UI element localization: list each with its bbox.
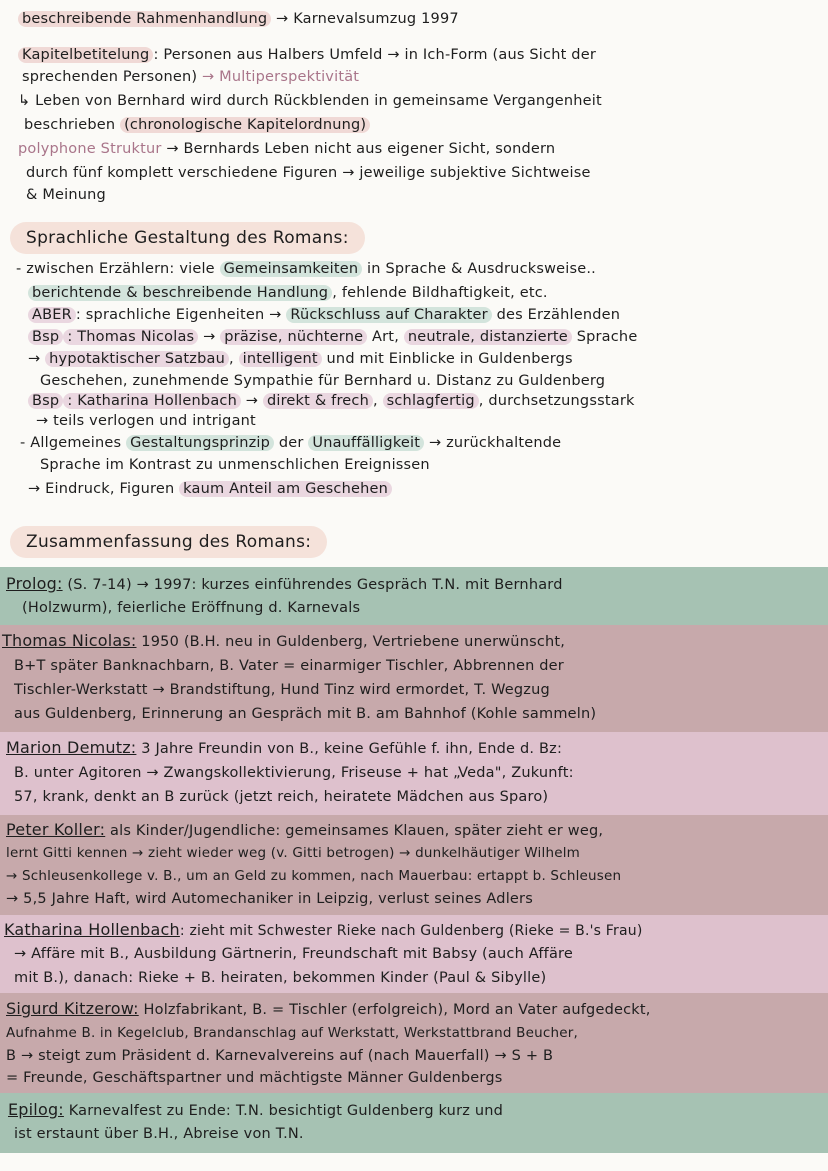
note-text: & Meinung	[26, 187, 106, 203]
box-text: lernt Gitti kennen → zieht wieder weg (v. Gitti betrogen) → dunkelhäutiger Wilhelm	[6, 845, 581, 861]
box-text: Tischler-Werkstatt → Brandstiftung, Hund Tinz wird ermordet, T. Wegzug	[14, 682, 550, 698]
highlight-term: (chronologische Kapitelordnung)	[120, 117, 370, 133]
highlight-term: Kapitelbetitelung	[18, 47, 153, 63]
box-line	[14, 762, 574, 784]
box-line	[6, 888, 533, 910]
box-text: → Affäre mit B., Ausbildung Gärtnerin, Freundschaft mit Babsy (auch Affäre	[14, 946, 574, 962]
box-line	[14, 786, 548, 808]
highlight-term: Gestaltungsprinzip	[126, 435, 274, 451]
box-line	[14, 967, 546, 989]
box-text: 1950 (B.H. neu in Guldenberg, Vertriebene unerwünscht,	[136, 634, 566, 650]
box-line	[6, 573, 563, 596]
note-line	[28, 282, 548, 304]
highlight-term: Bsp	[28, 393, 63, 409]
box-line	[14, 1123, 304, 1145]
box-text: B. unter Agitoren → Zwangskollektivierung, Friseuse + hat „Veda", Zukunft:	[14, 765, 574, 781]
highlight-term: Unauffälligkeit	[308, 435, 424, 451]
note-text: ↳ Leben von Bernhard wird durch Rückblenden in gemeinsame Vergangenheit	[18, 93, 602, 109]
box-line	[6, 819, 603, 842]
highlight-term: : Katharina Hollenbach	[63, 393, 241, 409]
box-name: Sigurd Kitzerow:	[6, 999, 139, 1018]
highlight-term: ABER	[28, 307, 76, 323]
note-text: des Erzählenden	[491, 307, 621, 323]
box-text: ist erstaunt über B.H., Abreise von T.N.	[14, 1126, 304, 1142]
note-line	[28, 326, 637, 348]
box-name: Marion Demutz:	[6, 738, 137, 757]
box-text: B → steigt zum Präsident d. Karnevalvereins auf (nach Mauerfall) → S + B	[6, 1048, 554, 1064]
box-line	[8, 1099, 503, 1122]
highlight-term: präzise, nüchterne	[220, 329, 367, 345]
box-text: : zieht mit Schwester Rieke nach Guldenberg (Rieke = B.'s Frau)	[179, 923, 643, 939]
note-line	[24, 114, 370, 136]
highlight-term: beschreibende Rahmenhandlung	[18, 11, 271, 27]
highlight-term: Rückschluss auf Charakter	[286, 307, 491, 323]
note-text: : Personen aus Halbers Umfeld → in Ich-Form (aus Sicht der	[153, 47, 596, 63]
note-line	[26, 184, 106, 206]
note-text: und mit Einblicke in Guldenbergs	[321, 351, 573, 367]
highlight-term: berichtende & beschreibende Handlung	[28, 285, 332, 301]
box-line	[14, 943, 573, 965]
section-heading-sprache: Sprachliche Gestaltung des Romans:	[10, 222, 365, 254]
box-line	[14, 679, 550, 701]
note-line	[28, 304, 620, 326]
box-name: Katharina Hollenbach	[4, 920, 180, 939]
section-heading-zusammenfassung: Zusammenfassung des Romans:	[10, 526, 327, 558]
box-prolog	[0, 567, 828, 625]
note-line	[28, 348, 573, 370]
note-line	[40, 454, 430, 476]
box-text: aus Guldenberg, Erinnerung an Gespräch mit B. am Bahnhof (Kohle sammeln)	[14, 706, 597, 722]
highlight-term: direkt & frech	[263, 393, 373, 409]
mauve-term: polyphone Struktur	[18, 141, 162, 157]
box-name: Peter Koller:	[6, 820, 106, 839]
highlight-term: Bsp	[28, 329, 63, 345]
note-text: : sprachliche Eigenheiten →	[75, 307, 287, 323]
note-text: Geschehen, zunehmende Sympathie für Bernhard u. Distanz zu Guldenberg	[40, 373, 606, 389]
note-line	[20, 432, 561, 454]
box-line	[14, 655, 564, 677]
highlight-term: kaum Anteil am Geschehen	[179, 481, 392, 497]
box-text: als Kinder/Jugendliche: gemeinsames Klauen, später zieht er weg,	[105, 823, 604, 839]
note-line	[28, 390, 635, 412]
box-text: Karnevalfest zu Ende: T.N. besichtigt Guldenberg kurz und	[63, 1103, 504, 1119]
note-text: →	[240, 393, 263, 409]
box-line	[6, 865, 621, 887]
box-text: Aufnahme B. in Kegelclub, Brandanschlag auf Werkstatt, Werkstattbrand Beucher,	[6, 1025, 578, 1041]
note-text: in Sprache & Ausdrucksweise..	[362, 261, 596, 277]
box-name: Prolog:	[6, 574, 63, 593]
note-text: beschrieben	[24, 117, 121, 133]
box-line	[6, 1022, 578, 1044]
box-thomas-nicolas	[0, 625, 828, 732]
highlight-term: neutrale, distanzierte	[404, 329, 572, 345]
note-text: , durchsetzungsstark	[478, 393, 635, 409]
highlight-term: : Thomas Nicolas	[63, 329, 198, 345]
box-line	[6, 1067, 502, 1089]
note-line	[40, 370, 605, 392]
box-line	[4, 919, 643, 942]
note-text: → teils verlogen und intrigant	[36, 413, 256, 429]
note-text: →	[198, 329, 221, 345]
highlight-term: hypotaktischer Satzbau	[45, 351, 229, 367]
box-katharina-hollenbach	[0, 915, 828, 993]
box-line	[14, 703, 596, 725]
note-line	[28, 478, 392, 500]
box-text: mit B.), danach: Rieke + B. heiraten, bekommen Kinder (Paul & Sibylle)	[14, 970, 547, 986]
box-name: Epilog:	[8, 1100, 64, 1119]
note-text: Sprache	[571, 329, 638, 345]
box-line	[22, 597, 360, 619]
note-line	[18, 8, 459, 30]
box-text: → 5,5 Jahre Haft, wird Automechaniker in Leipzig, verlust seines Adlers	[6, 891, 533, 907]
highlight-term: intelligent	[239, 351, 322, 367]
box-text: = Freunde, Geschäftspartner und mächtigste Männer Guldenbergs	[6, 1070, 503, 1086]
note-text: sprechenden Personen)	[22, 69, 198, 85]
box-text: B+T später Banknachbarn, B. Vater = einarmiger Tischler, Abbrennen der	[14, 658, 564, 674]
box-marion-demutz	[0, 732, 828, 815]
note-text: →	[28, 351, 46, 367]
note-line	[22, 66, 359, 88]
note-text: - Allgemeines	[20, 435, 127, 451]
box-text: (Holzwurm), feierliche Eröffnung d. Karnevals	[22, 600, 361, 616]
box-name: Thomas Nicolas:	[2, 631, 137, 650]
highlight-term: Gemeinsamkeiten	[220, 261, 363, 277]
box-epilog	[0, 1093, 828, 1153]
note-text: → Bernhards Leben nicht aus eigener Sicht, sondern	[161, 141, 556, 157]
box-line	[6, 1045, 553, 1067]
box-sigurd-kitzerow	[0, 993, 828, 1093]
box-text: → Schleusenkollege v. B., um an Geld zu kommen, nach Mauerbau: ertappt b. Schleusen	[6, 868, 622, 884]
note-line	[18, 90, 602, 112]
box-text: (S. 7-14) → 1997: kurzes einführendes Gespräch T.N. mit Bernhard	[62, 577, 563, 593]
note-text: → Karnevalsumzug 1997	[271, 11, 459, 27]
note-line	[18, 138, 555, 160]
note-text: der	[274, 435, 309, 451]
box-line	[6, 842, 580, 864]
box-text: Holzfabrikant, B. = Tischler (erfolgreich), Mord an Vater aufgedeckt,	[138, 1002, 651, 1018]
note-text: → zurückhaltende	[424, 435, 562, 451]
box-peter-koller	[0, 815, 828, 915]
box-text: 57, krank, denkt an B zurück (jetzt reich, heiratete Mädchen aus Sparo)	[14, 789, 549, 805]
note-text: Sprache im Kontrast zu unmenschlichen Ereignissen	[40, 457, 430, 473]
note-text: durch fünf komplett verschiedene Figuren → jeweilige subjektive Sichtweise	[26, 165, 591, 181]
box-line	[2, 630, 565, 653]
mauve-term: → Multiperspektivität	[197, 69, 360, 85]
note-line	[26, 162, 591, 184]
note-text: , fehlende Bildhaftigkeit, etc.	[332, 285, 548, 301]
note-line	[36, 410, 256, 432]
box-line	[6, 737, 562, 760]
note-text: - zwischen Erzählern: viele	[16, 261, 220, 277]
box-line	[6, 998, 651, 1021]
note-text: Art,	[367, 329, 404, 345]
note-line	[18, 44, 596, 66]
highlight-term: schlagfertig	[383, 393, 479, 409]
note-text: ,	[228, 351, 239, 367]
note-line	[16, 258, 596, 280]
note-text: → Eindruck, Figuren	[28, 481, 180, 497]
note-text: ,	[373, 393, 383, 409]
box-text: 3 Jahre Freundin von B., keine Gefühle f. ihn, Ende d. Bz:	[136, 741, 563, 757]
